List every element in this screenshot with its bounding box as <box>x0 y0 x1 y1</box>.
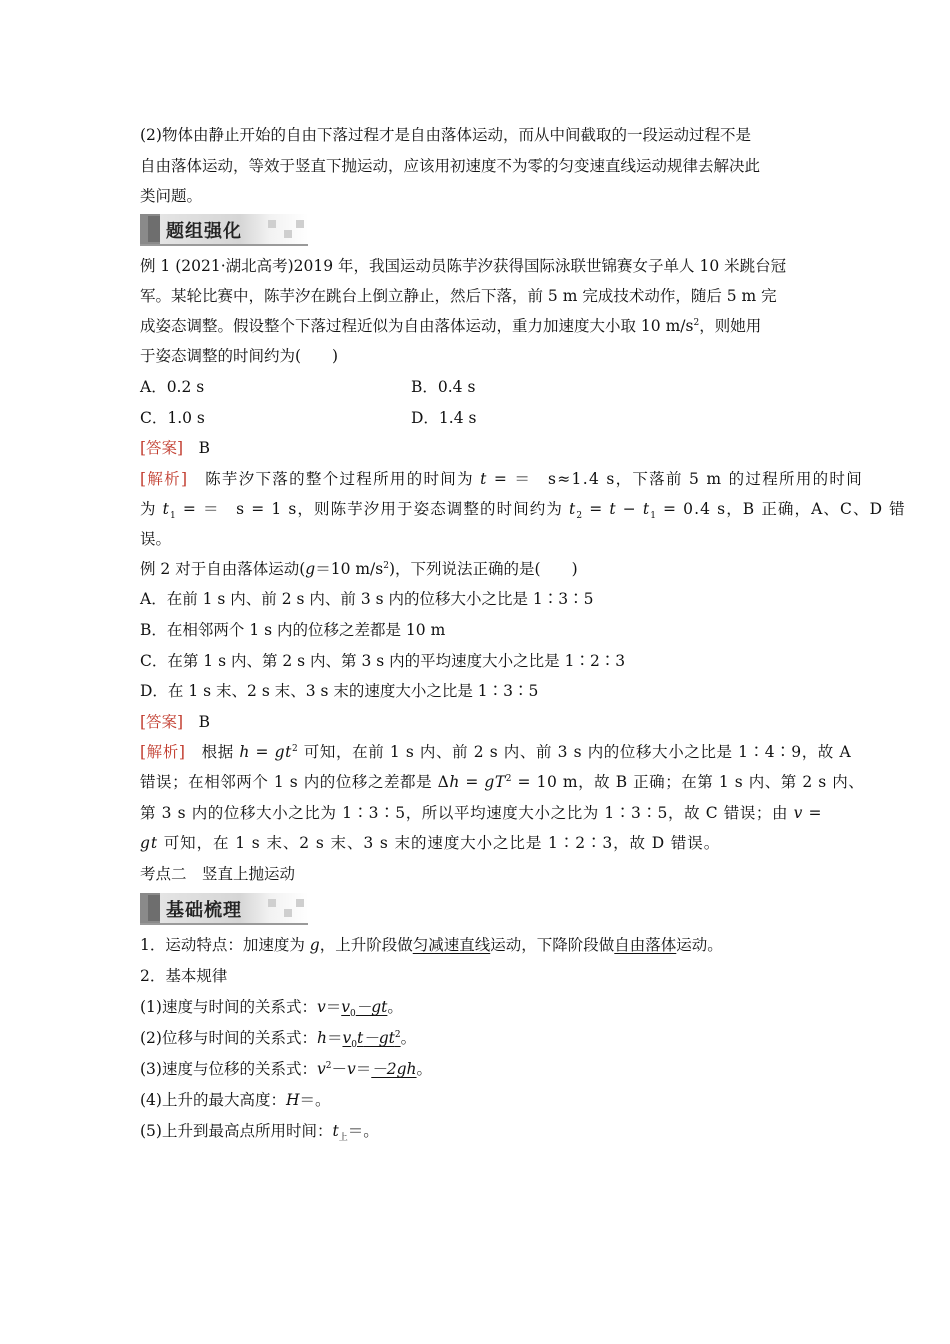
text: 运动。 <box>676 936 723 954</box>
text: = ＝ s≈1.4 s，下落前 5 m 的过程所用的时间 <box>487 470 864 488</box>
example2-analysis-line-3 <box>140 802 822 824</box>
text: － <box>331 1060 347 1078</box>
text: = 0.4 s，B 正确，A、C、D 错 <box>657 500 906 518</box>
math-var: t <box>609 500 617 518</box>
section-banner-practice <box>140 214 308 244</box>
text: ＝。 <box>299 1091 331 1109</box>
example1-line-4: 于姿态调整的时间约为( ) <box>140 347 339 365</box>
text: 运动，下降阶段做 <box>490 936 615 954</box>
text: = <box>583 500 610 518</box>
example1-analysis-line-2 <box>140 498 906 520</box>
example1-line-2: 军。某轮比赛中，陈芋汐在跳台上倒立静止，然后下落，前 5 m 完成技术动作，随后 5 m 完 <box>140 287 777 305</box>
fill-in-answer: 匀减速直线 <box>412 936 491 954</box>
fill-in-answer <box>341 998 388 1020</box>
subscript: 1 <box>169 511 177 522</box>
banner-bar <box>148 216 160 242</box>
formula-velocity-time <box>140 996 403 1018</box>
banner-checker <box>268 220 276 228</box>
text: (5)上升到最高点所用时间： <box>140 1122 333 1140</box>
example1-answer <box>140 437 210 459</box>
example2-analysis-line-2 <box>140 771 864 793</box>
fill-in-answer: －2gh <box>371 1060 417 1078</box>
banner-underline <box>140 244 308 246</box>
math-var: gT <box>484 773 506 791</box>
formula-velocity-displacement <box>140 1058 432 1080</box>
example1-option-d: D．1.4 s <box>411 409 477 427</box>
math-expr: －gt <box>355 998 388 1016</box>
subscript: 0 <box>351 1040 357 1051</box>
math-var: h <box>316 1029 327 1047</box>
math-var: t <box>480 470 488 488</box>
text: ＝10 m/s <box>315 560 384 578</box>
basics-line-2: 2．基本规律 <box>140 967 228 985</box>
banner-underline <box>140 923 308 925</box>
text: 成姿态调整。假设整个下落过程近似为自由落体运动，重力加速度大小取 10 m/s <box>140 317 694 335</box>
answer-tag: [答案] <box>140 439 184 457</box>
math-var: g <box>305 560 316 578</box>
text: ＝。 <box>347 1122 379 1140</box>
answer-value: B <box>198 713 211 731</box>
example1-option-b: B．0.4 s <box>411 378 476 396</box>
math-var: h <box>449 773 460 791</box>
analysis-tag: [解析] <box>140 743 186 761</box>
example2-option-b: B．在相邻两个 1 s 内的位移之差都是 10 m <box>140 621 446 639</box>
text: 1．运动特点：加速度为 <box>140 936 310 954</box>
superscript: 2 <box>291 743 299 754</box>
math-var: t <box>332 1122 339 1140</box>
example1-line-1: 例 1 (2021·湖北高考)2019 年，我国运动员陈芋汐获得国际泳联世锦赛女子单人 10 米跳台冠 <box>140 257 787 275</box>
superscript: 2 <box>505 773 513 784</box>
math-var: gt <box>274 743 292 761</box>
math-var: t <box>356 1029 364 1047</box>
banner-title: 题组强化 <box>166 221 242 242</box>
math-var: g <box>309 936 320 954</box>
intro-line-1: (2)物体由静止开始的自由下落过程才是自由落体运动，而从中间截取的一段运动过程不是 <box>140 126 751 144</box>
text: 根据 <box>201 743 240 761</box>
text: 错误；在相邻两个 1 s 内的位移之差都是 Δ <box>140 773 450 791</box>
example1-option-a: A．0.2 s <box>140 378 205 396</box>
example1-analysis-line-1 <box>140 468 863 490</box>
text: = <box>459 773 485 791</box>
math-var: v <box>342 1029 352 1047</box>
example2-line-1 <box>140 558 578 580</box>
text: ＝ <box>325 998 342 1016</box>
example1-line-3 <box>140 315 761 337</box>
superscript: 2 <box>383 560 389 571</box>
intro-line-3: 类问题。 <box>140 187 203 205</box>
math-var: v <box>316 998 326 1016</box>
text: )，下列说法正确的是( ) <box>388 560 578 578</box>
example2-analysis-line-4 <box>140 832 720 854</box>
example2-analysis-line-1 <box>140 741 851 763</box>
text: ＝ <box>355 1060 372 1078</box>
subscript: 上 <box>338 1133 348 1144</box>
text: 可知，在前 1 s 内、前 2 s 内、前 3 s 内的位移大小之比是 1∶4∶9，故 A <box>298 743 852 761</box>
superscript: 2 <box>394 1029 401 1040</box>
fill-in-answer <box>342 1029 401 1051</box>
text: 例 2 对于自由落体运动( <box>140 560 306 578</box>
section-heading: 考点二 竖直上抛运动 <box>140 865 296 883</box>
superscript: 2 <box>325 1060 332 1071</box>
text: (4)上升的最大高度： <box>140 1091 286 1109</box>
formula-max-height <box>140 1089 331 1111</box>
math-var: t <box>642 500 651 518</box>
text: ＝ <box>326 1029 343 1047</box>
text: = <box>249 743 275 761</box>
text: (2)位移与时间的关系式： <box>140 1029 317 1047</box>
text: 。 <box>387 998 403 1016</box>
math-var: h <box>239 743 250 761</box>
banner-title: 基础梳理 <box>166 900 242 921</box>
answer-value: B <box>198 439 211 457</box>
math-var: H <box>285 1091 300 1109</box>
text: 可知，在 1 s 末、2 s 末、3 s 末的速度大小之比是 1∶2∶3，故 D 错误。 <box>157 834 721 852</box>
fill-in-answer: 自由落体 <box>614 936 677 954</box>
example2-option-c: C．在第 1 s 内、第 2 s 内、第 3 s 内的平均速度大小之比是 1∶2∶3 <box>140 652 626 670</box>
subscript: 2 <box>576 511 584 522</box>
math-var: v <box>316 1060 326 1078</box>
text: 。 <box>400 1029 417 1047</box>
text: ，则她用 <box>699 317 762 335</box>
text: = ＝ s = 1 s，则陈芋汐用于姿态调整的时间约为 <box>176 500 570 518</box>
text: (1)速度与时间的关系式： <box>140 998 317 1016</box>
banner-bar <box>148 895 160 921</box>
example2-answer <box>140 711 210 733</box>
basics-line-1 <box>140 934 723 956</box>
math-var: v <box>346 1060 356 1078</box>
analysis-tag: [解析] <box>140 470 189 488</box>
math-var: t <box>162 500 170 518</box>
text: − <box>616 500 643 518</box>
banner-checker <box>268 899 276 907</box>
example1-analysis-line-3: 误。 <box>140 530 172 548</box>
text: ，上升阶段做 <box>319 936 413 954</box>
text: (3)速度与位移的关系式： <box>140 1060 317 1078</box>
banner-checker <box>296 220 304 228</box>
math-var: gt <box>140 834 158 852</box>
math-var: t <box>569 500 577 518</box>
example1-option-c: C．1.0 s <box>140 409 205 427</box>
text: 陈芋汐下落的整个过程所用的时间为 <box>205 470 481 488</box>
text: = 10 m，故 B 正确；在第 1 s 内、第 2 s 内、 <box>512 773 865 791</box>
answer-tag: [答案] <box>140 713 184 731</box>
subscript: 1 <box>650 511 658 522</box>
text: 为 <box>140 500 163 518</box>
example2-option-d: D．在 1 s 末、2 s 末、3 s 末的速度大小之比是 1∶3∶5 <box>140 682 539 700</box>
formula-rise-time <box>140 1120 379 1142</box>
text: 。 <box>416 1060 433 1078</box>
banner-checker <box>284 230 292 238</box>
banner-checker <box>296 899 304 907</box>
text: = <box>803 804 823 822</box>
math-var: v <box>341 998 351 1016</box>
example2-option-a: A．在前 1 s 内、前 2 s 内、前 3 s 内的位移大小之比是 1∶3∶5 <box>140 590 594 608</box>
subscript: 0 <box>350 1009 356 1020</box>
text: 第 3 s 内的位移大小之比为 1∶3∶5，所以平均速度大小之比为 1∶3∶5，故 C 错误；由 <box>140 804 794 822</box>
section-banner-basics <box>140 893 308 923</box>
intro-line-2: 自由落体运动，等效于竖直下抛运动，应该用初速度不为零的匀变速直线运动规律去解决此 <box>140 157 761 175</box>
banner-checker <box>284 909 292 917</box>
formula-displacement-time <box>140 1027 416 1049</box>
math-expr: －gt <box>363 1029 395 1047</box>
superscript: 2 <box>693 317 700 328</box>
math-var: v <box>793 804 804 822</box>
